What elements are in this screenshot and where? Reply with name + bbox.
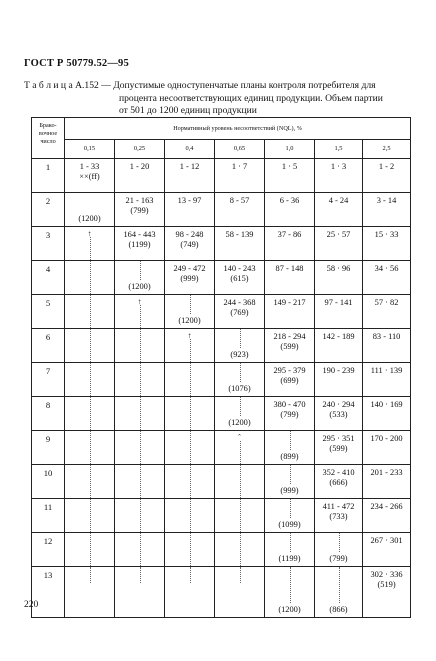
plan-cell	[65, 329, 115, 363]
sample-range: 190 - 239	[322, 366, 355, 375]
acceptance-number-cell: 6	[32, 329, 65, 363]
sample-range: 6 - 36	[279, 196, 300, 205]
continuation-line	[140, 465, 141, 498]
limit-value: (599)	[280, 342, 299, 351]
caption-line-3: от 501 до 1200 единиц продукции	[119, 105, 257, 116]
plan-cell	[165, 159, 215, 193]
plan-cell	[115, 227, 165, 261]
plan-cell	[165, 397, 215, 431]
plan-cell	[315, 159, 363, 193]
plan-cell	[165, 431, 215, 465]
continuation-line	[90, 533, 91, 566]
plan-cell	[65, 363, 115, 397]
plan-cell	[315, 363, 363, 397]
plan-cell	[265, 159, 315, 193]
plan-cell	[215, 227, 265, 261]
plan-cell	[265, 499, 315, 533]
continuation-line	[140, 567, 141, 583]
plan-cell	[165, 567, 215, 618]
limit-value: (1200)	[78, 214, 101, 223]
header-nql-7: 2,5	[363, 139, 411, 158]
table-row	[32, 431, 411, 465]
limit-value: ××(ff)	[79, 172, 100, 181]
sample-range: 142 - 189	[322, 332, 355, 341]
continuation-line	[190, 567, 191, 583]
continuation-line	[190, 363, 191, 396]
plan-cell	[363, 397, 411, 431]
plan-cell	[315, 329, 363, 363]
continuation-line	[140, 305, 141, 328]
table-row	[32, 397, 411, 431]
sample-range: 83 - 110	[372, 332, 401, 341]
plan-cell	[315, 465, 363, 499]
plan-cell	[363, 193, 411, 227]
sample-range: 3 - 14	[376, 196, 397, 205]
plan-cell	[215, 431, 265, 465]
continuation-line	[290, 533, 291, 552]
continuation-line	[140, 363, 141, 396]
plan-cell	[115, 329, 165, 363]
header-brak-line-1: Брако-	[39, 122, 57, 129]
sample-range: 13 - 97	[177, 196, 202, 205]
limit-value: (1200)	[228, 418, 251, 427]
plan-cell	[115, 431, 165, 465]
plan-cell	[265, 567, 315, 618]
continuation-line	[240, 397, 241, 416]
plan-cell	[315, 567, 363, 618]
plan-cell	[65, 295, 115, 329]
plan-cell	[265, 329, 315, 363]
sample-range: 98 - 248	[175, 230, 204, 239]
header-brak-line-2: вочное	[38, 130, 58, 137]
continuation-line	[190, 295, 191, 314]
plan-cell	[65, 159, 115, 193]
acceptance-number-cell: 7	[32, 363, 65, 397]
plan-cell	[65, 261, 115, 295]
plan-cell	[215, 499, 265, 533]
sample-range: 295 · 351	[322, 434, 355, 443]
plan-cell	[165, 295, 215, 329]
continuation-line	[140, 431, 141, 464]
continuation-line	[339, 567, 340, 603]
table-row	[32, 329, 411, 363]
sample-range: 249 - 472	[173, 264, 206, 273]
plan-cell	[65, 431, 115, 465]
limit-value: (1099)	[278, 520, 301, 529]
plan-cell	[363, 363, 411, 397]
limit-value: (999)	[280, 486, 299, 495]
sample-range: 1 - 33	[79, 162, 100, 171]
plan-cell	[115, 397, 165, 431]
continuation-line	[140, 397, 141, 430]
plan-cell	[165, 465, 215, 499]
plan-cell	[315, 533, 363, 567]
table-row	[32, 499, 411, 533]
table-row	[32, 533, 411, 567]
limit-value: (1199)	[128, 240, 151, 249]
plan-cell	[265, 431, 315, 465]
sample-range: 218 - 294	[273, 332, 306, 341]
sample-range: 34 · 56	[374, 264, 399, 273]
plan-cell	[215, 329, 265, 363]
continuation-line	[90, 329, 91, 362]
plan-cell	[215, 397, 265, 431]
plan-cell	[215, 295, 265, 329]
plan-cell	[165, 193, 215, 227]
plan-cell	[315, 397, 363, 431]
plan-cell	[165, 363, 215, 397]
plan-cell	[363, 499, 411, 533]
sample-range: 1 - 20	[129, 162, 150, 171]
header-nql-3: 0,4	[165, 139, 215, 158]
plan-cell	[215, 261, 265, 295]
sample-range: 1 · 3	[330, 162, 347, 171]
continuation-line	[90, 499, 91, 532]
plan-cell	[115, 159, 165, 193]
plan-cell	[115, 499, 165, 533]
continuation-line	[140, 329, 141, 362]
header-nql-6: 1,5	[315, 139, 363, 158]
continuation-line	[240, 567, 241, 583]
table-caption	[24, 80, 414, 118]
acceptance-number-cell: 13	[32, 567, 65, 618]
caption-line-1: Т а б л и ц а А.152 — Допустимые одноступенчатые планы контроля потребителя для	[24, 80, 376, 91]
plan-cell	[65, 227, 115, 261]
plan-cell	[115, 193, 165, 227]
continuation-line	[290, 465, 291, 484]
limit-value: (533)	[329, 410, 348, 419]
table-row	[32, 227, 411, 261]
plan-cell	[65, 499, 115, 533]
plan-cell	[363, 567, 411, 618]
sample-range: 149 - 217	[273, 298, 306, 307]
continuation-line	[90, 261, 91, 294]
plan-cell	[215, 193, 265, 227]
limit-value: (1200)	[178, 316, 201, 325]
continuation-line	[190, 499, 191, 532]
header-nql-5: 1,0	[265, 139, 315, 158]
acceptance-number-cell: 1	[32, 159, 65, 193]
header-acceptance-number	[32, 118, 65, 159]
continuation-line	[290, 499, 291, 518]
plan-cell	[215, 567, 265, 618]
sample-range: 58 - 139	[225, 230, 254, 239]
sample-range: 295 - 379	[273, 366, 306, 375]
continuation-line	[90, 295, 91, 328]
limit-value: (599)	[329, 444, 348, 453]
plan-cell	[165, 227, 215, 261]
sample-range: 380 - 470	[273, 400, 306, 409]
continuation-line	[240, 363, 241, 382]
sample-range: 201 - 233	[370, 468, 403, 477]
sample-range: 8 - 57	[229, 196, 250, 205]
acceptance-number-cell: 8	[32, 397, 65, 431]
sample-range: 411 - 472	[322, 502, 355, 511]
sample-range: 25 · 57	[326, 230, 351, 239]
plan-cell	[115, 295, 165, 329]
plan-cell	[165, 261, 215, 295]
arrow-up-icon: ˆ	[238, 433, 241, 442]
plan-cell	[363, 261, 411, 295]
header-nql-4: 0,65	[215, 139, 265, 158]
sampling-plan-table	[31, 117, 411, 618]
sample-range: 240 · 294	[322, 400, 355, 409]
table-row	[32, 295, 411, 329]
continuation-line	[90, 237, 91, 260]
header-nql-group: Нормативный уровень несоответствий (NQL), %	[65, 118, 411, 140]
plan-cell	[315, 431, 363, 465]
sample-range: 58 · 96	[326, 264, 351, 273]
plan-cell	[363, 159, 411, 193]
continuation-line	[190, 533, 191, 566]
page-number: 220	[24, 600, 39, 610]
limit-value: (666)	[329, 478, 348, 487]
limit-value: (799)	[130, 206, 149, 215]
plan-cell	[115, 533, 165, 567]
plan-cell	[315, 193, 363, 227]
acceptance-number-cell: 2	[32, 193, 65, 227]
table-row	[32, 261, 411, 295]
sample-range: 234 - 266	[370, 502, 403, 511]
sample-range: 15 · 33	[374, 230, 399, 239]
continuation-line	[190, 339, 191, 362]
continuation-line	[240, 441, 241, 464]
sample-range: 1 · 5	[281, 162, 298, 171]
arrow-up-icon: ↑	[137, 297, 142, 306]
plan-cell	[363, 465, 411, 499]
plan-cell	[363, 329, 411, 363]
continuation-line	[190, 465, 191, 498]
limit-value: (799)	[329, 554, 348, 563]
acceptance-number-cell: 10	[32, 465, 65, 499]
acceptance-number-cell: 11	[32, 499, 65, 533]
acceptance-number-cell: 4	[32, 261, 65, 295]
continuation-line	[339, 533, 340, 552]
plan-cell	[265, 261, 315, 295]
plan-cell	[65, 465, 115, 499]
limit-value: (749)	[180, 240, 199, 249]
continuation-line	[90, 397, 91, 430]
table-row	[32, 159, 411, 193]
acceptance-number-cell: 12	[32, 533, 65, 567]
plan-cell	[165, 499, 215, 533]
standard-code: ГОСТ Р 50779.52—95	[24, 58, 129, 69]
sample-range: 352 - 410	[322, 468, 355, 477]
continuation-line	[190, 397, 191, 430]
plan-cell	[215, 363, 265, 397]
plan-cell	[265, 193, 315, 227]
plan-cell	[315, 261, 363, 295]
header-brak-line-3: число	[40, 138, 56, 145]
limit-value: (1200)	[128, 282, 151, 291]
table-row	[32, 567, 411, 618]
arrow-up-icon: ↑	[87, 229, 92, 238]
plan-cell	[265, 363, 315, 397]
continuation-line	[240, 499, 241, 532]
plan-cell	[265, 227, 315, 261]
limit-value: (923)	[230, 350, 249, 359]
sample-range: 1 - 2	[378, 162, 395, 171]
continuation-line	[240, 533, 241, 566]
limit-value: (1076)	[228, 384, 251, 393]
sample-range: 244 - 368	[223, 298, 256, 307]
sample-range: 87 - 148	[275, 264, 304, 273]
plan-cell	[215, 159, 265, 193]
continuation-line	[140, 533, 141, 566]
arrow-up-icon: ↑	[187, 331, 192, 340]
plan-cell	[165, 329, 215, 363]
plan-cell	[115, 567, 165, 618]
sample-range: 302 · 336	[370, 570, 403, 579]
table-row	[32, 465, 411, 499]
sample-range: 170 - 200	[370, 434, 403, 443]
sample-range: 140 · 169	[370, 400, 403, 409]
plan-cell	[265, 397, 315, 431]
acceptance-number-cell: 9	[32, 431, 65, 465]
plan-cell	[115, 465, 165, 499]
table-row	[32, 363, 411, 397]
plan-cell	[65, 193, 115, 227]
continuation-line	[90, 567, 91, 583]
limit-value: (899)	[280, 452, 299, 461]
plan-cell	[315, 499, 363, 533]
limit-value: (699)	[280, 376, 299, 385]
sample-range: 164 - 443	[123, 230, 156, 239]
plan-cell	[315, 295, 363, 329]
plan-cell	[65, 533, 115, 567]
limit-value: (1200)	[278, 605, 301, 614]
sample-range: 21 - 163	[125, 196, 154, 205]
plan-cell	[115, 261, 165, 295]
sample-range: 111 · 139	[370, 366, 403, 375]
sample-range: 267 · 301	[370, 536, 403, 545]
sample-range: 1 · 7	[231, 162, 248, 171]
plan-cell	[215, 465, 265, 499]
limit-value: (519)	[377, 580, 396, 589]
continuation-line	[90, 465, 91, 498]
header-nql-1: 0,15	[65, 139, 115, 158]
plan-cell	[363, 227, 411, 261]
acceptance-number-cell: 5	[32, 295, 65, 329]
sample-range: 140 - 243	[223, 264, 256, 273]
plan-cell	[215, 533, 265, 567]
plan-cell	[265, 533, 315, 567]
plan-cell	[265, 295, 315, 329]
continuation-line	[140, 499, 141, 532]
sample-range: 57 · 82	[374, 298, 399, 307]
continuation-line	[90, 363, 91, 396]
table-row	[32, 193, 411, 227]
limit-value: (999)	[180, 274, 199, 283]
plan-cell	[115, 363, 165, 397]
limit-value: (615)	[230, 274, 249, 283]
sample-range: 97 - 141	[324, 298, 353, 307]
acceptance-number-cell: 3	[32, 227, 65, 261]
plan-cell	[363, 431, 411, 465]
plan-cell	[363, 295, 411, 329]
limit-value: (733)	[329, 512, 348, 521]
plan-cell	[315, 227, 363, 261]
continuation-line	[290, 567, 291, 603]
plan-cell	[363, 533, 411, 567]
plan-cell	[65, 397, 115, 431]
sample-range: 37 - 86	[277, 230, 302, 239]
sample-range: 1 - 12	[179, 162, 200, 171]
header-nql-2: 0,25	[115, 139, 165, 158]
continuation-line	[90, 431, 91, 464]
continuation-line	[190, 431, 191, 464]
continuation-line	[240, 329, 241, 348]
caption-line-2: процента несоответствующих единиц продукции. Объем партии	[119, 92, 383, 104]
continuation-line	[290, 431, 291, 450]
limit-value: (1199)	[278, 554, 301, 563]
limit-value: (866)	[329, 605, 348, 614]
continuation-line	[240, 465, 241, 498]
sampling-plan-table-wrap	[31, 117, 411, 618]
continuation-line	[140, 261, 141, 280]
plan-cell	[165, 533, 215, 567]
plan-cell	[65, 567, 115, 618]
limit-value: (799)	[280, 410, 299, 419]
limit-value: (769)	[230, 308, 249, 317]
plan-cell	[265, 465, 315, 499]
sample-range: 4 - 24	[328, 196, 349, 205]
